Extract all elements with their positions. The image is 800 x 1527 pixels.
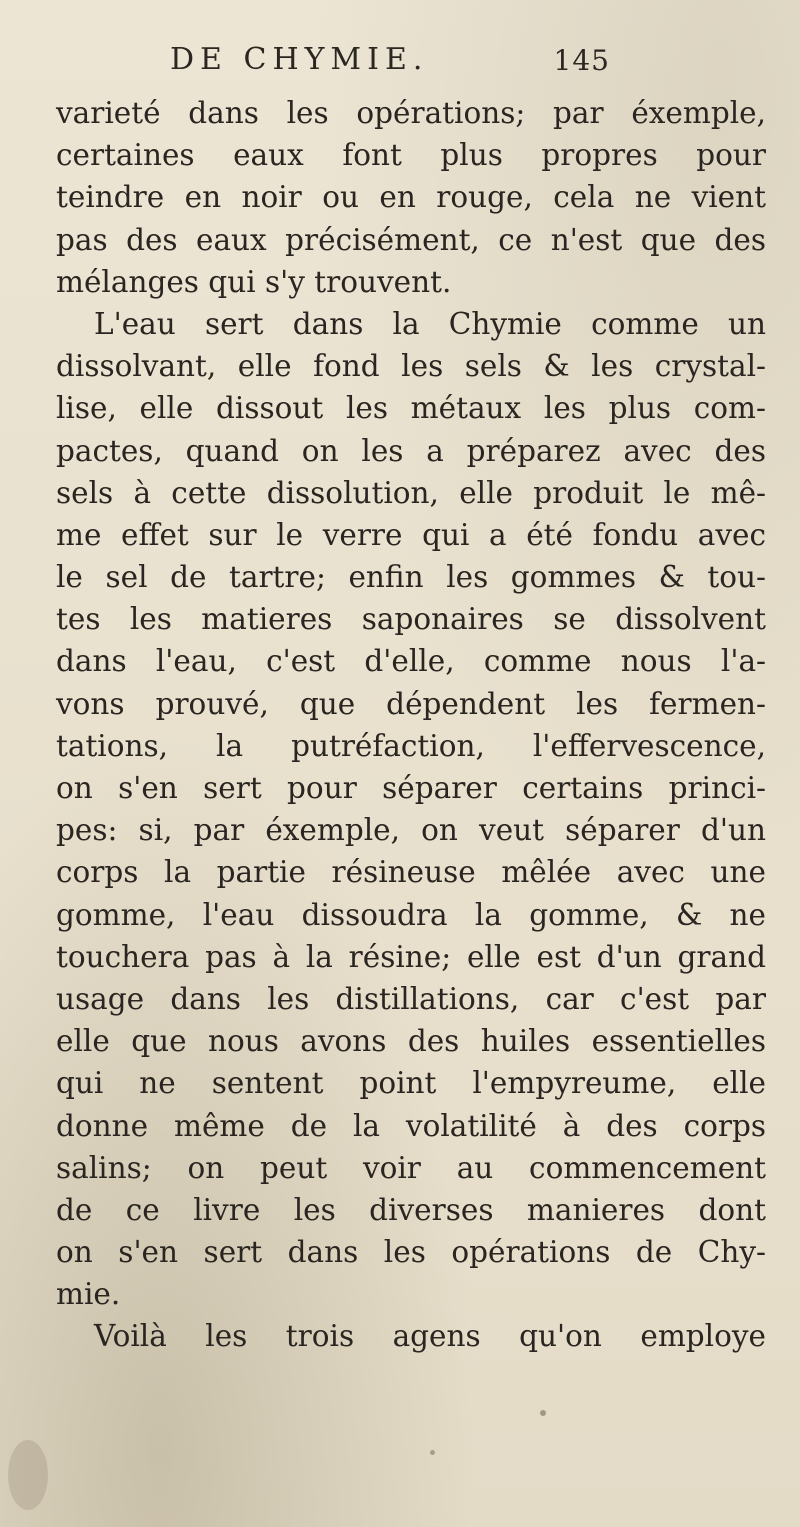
- running-head: DE CHYMIE.: [170, 42, 429, 77]
- text-line: L'eau sert dans la Chymie comme un: [94, 306, 766, 341]
- text-line: mie.: [56, 1277, 121, 1312]
- text-line: elle que nous avons des huiles essentielles: [56, 1024, 766, 1059]
- paper-stain: [540, 1410, 546, 1416]
- paper-stain: [430, 1450, 435, 1455]
- text-line: tations, la putréfaction, l'effervescence,: [56, 728, 766, 763]
- text-line: sels à cette dissolution, elle produit le mê-: [56, 475, 766, 510]
- text-line: pactes, quand on les a préparez avec des: [56, 433, 766, 468]
- paper-stain: [8, 1440, 48, 1510]
- page-number: 145: [553, 44, 610, 77]
- text-line: usage dans les distillations, car c'est par: [56, 981, 766, 1016]
- text-line: salins; on peut voir au commencement: [56, 1150, 766, 1185]
- text-line: dans l'eau, c'est d'elle, comme nous l'a-: [56, 644, 766, 679]
- text-line: lise, elle dissout les métaux les plus com-: [56, 391, 766, 426]
- text-line: de ce livre les diverses manieres dont: [56, 1192, 766, 1227]
- text-line: Voilà les trois agens qu'on employe: [94, 1319, 766, 1354]
- text-line: pas des eaux précisément, ce n'est que des: [56, 222, 766, 257]
- text-line: teindre en noir ou en rouge, cela ne vient: [56, 180, 766, 215]
- text-line: varieté dans les opérations; par éxemple,: [56, 96, 766, 130]
- text-line: dissolvant, elle fond les sels & les crystal-: [56, 349, 766, 384]
- text-line: corps la partie résineuse mêlée avec une: [56, 855, 766, 890]
- text-line: on s'en sert dans les opérations de Chy-: [56, 1235, 766, 1270]
- text-line: pes: si, par éxemple, on veut séparer d'un: [56, 813, 766, 848]
- text-line: vons prouvé, que dépendent les fermen-: [56, 686, 766, 721]
- text-line: donne même de la volatilité à des corps: [56, 1108, 766, 1143]
- text-line: certaines eaux font plus propres pour: [56, 138, 766, 173]
- text-line: me effet sur le verre qui a été fondu avec: [56, 517, 766, 552]
- text-line: mélanges qui s'y trouvent.: [56, 264, 452, 299]
- text-line: touchera pas à la résine; elle est d'un grand: [56, 939, 766, 974]
- page-header: [170, 42, 610, 92]
- body-text: [56, 92, 766, 1358]
- text-line: qui ne sentent point l'empyreume, elle: [56, 1066, 766, 1101]
- text-line: gomme, l'eau dissoudra la gomme, & ne: [56, 897, 766, 932]
- text-line: on s'en sert pour séparer certains princi-: [56, 771, 766, 805]
- text-line: le sel de tartre; enfin les gommes & tou-: [56, 560, 766, 595]
- text-line: tes les matieres saponaires se dissolvent: [56, 602, 766, 637]
